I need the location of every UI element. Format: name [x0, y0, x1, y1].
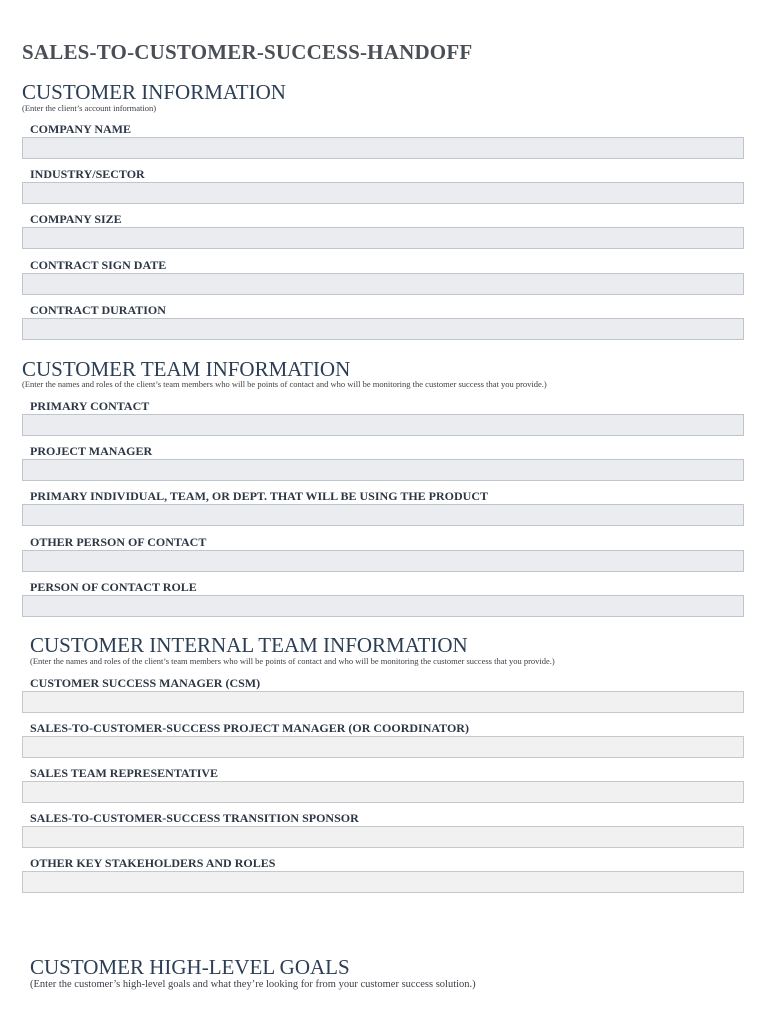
section-note-customer-high-level-goals: (Enter the customer’s high-level goals and what they’re looking for from your customer success solution.)	[30, 979, 476, 990]
field-label-project-manager: PROJECT MANAGER	[30, 444, 153, 458]
company-size-field[interactable]	[22, 227, 744, 249]
customer-success-manager-field[interactable]	[22, 691, 744, 713]
section-note-customer-information: (Enter the client’s account information)	[22, 103, 157, 113]
other-key-stakeholders-field[interactable]	[22, 871, 744, 893]
field-label-primary-contact: PRIMARY CONTACT	[30, 399, 150, 413]
field-label-contract-sign-date: CONTRACT SIGN DATE	[30, 258, 167, 272]
project-manager-field[interactable]	[22, 459, 744, 481]
contract-duration-field[interactable]	[22, 318, 744, 340]
section-note-customer-internal-team-information: (Enter the names and roles of the client’s team members who will be points of contact and who will be monitoring the customer success that you provide.)	[30, 656, 555, 666]
document-title: SALES-TO-CUSTOMER-SUCCESS-HANDOFF	[22, 40, 473, 64]
other-person-of-contact-field[interactable]	[22, 550, 744, 572]
section-heading-customer-team-information: CUSTOMER TEAM INFORMATION	[22, 357, 351, 381]
person-of-contact-role-field[interactable]	[22, 595, 744, 617]
company-name-field[interactable]	[22, 137, 744, 159]
industry-sector-field[interactable]	[22, 182, 744, 204]
field-label-person-of-contact-role: PERSON OF CONTACT ROLE	[30, 580, 197, 594]
section-note-customer-team-information: (Enter the names and roles of the client’s team members who will be points of contact and who will be monitoring the customer success that you provide.)	[22, 379, 547, 389]
section-heading-customer-internal-team-information: CUSTOMER INTERNAL TEAM INFORMATION	[30, 633, 468, 657]
handoff-project-manager-field[interactable]	[22, 736, 744, 758]
field-label-contract-duration: CONTRACT DURATION	[30, 303, 166, 317]
section-heading-customer-information: CUSTOMER INFORMATION	[22, 80, 286, 104]
field-label-industry-sector: INDUSTRY/SECTOR	[30, 167, 145, 181]
field-label-company-name: COMPANY NAME	[30, 122, 131, 136]
field-label-customer-success-manager: CUSTOMER SUCCESS MANAGER (CSM)	[30, 676, 261, 690]
field-label-company-size: COMPANY SIZE	[30, 212, 122, 226]
contract-sign-date-field[interactable]	[22, 273, 744, 295]
field-label-primary-individual: PRIMARY INDIVIDUAL, TEAM, OR DEPT. THAT WILL BE USING THE PRODUCT	[30, 489, 488, 503]
transition-sponsor-field[interactable]	[22, 826, 744, 848]
field-label-handoff-project-manager: SALES-TO-CUSTOMER-SUCCESS PROJECT MANAGER (OR COORDINATOR)	[30, 721, 469, 735]
primary-individual-field[interactable]	[22, 504, 744, 526]
section-heading-customer-high-level-goals: CUSTOMER HIGH-LEVEL GOALS	[30, 955, 350, 979]
field-label-other-key-stakeholders: OTHER KEY STAKEHOLDERS AND ROLES	[30, 856, 276, 870]
field-label-sales-team-representative: SALES TEAM REPRESENTATIVE	[30, 766, 219, 780]
sales-team-representative-field[interactable]	[22, 781, 744, 803]
primary-contact-field[interactable]	[22, 414, 744, 436]
field-label-other-person-of-contact: OTHER PERSON OF CONTACT	[30, 535, 207, 549]
field-label-transition-sponsor: SALES-TO-CUSTOMER-SUCCESS TRANSITION SPONSOR	[30, 811, 359, 825]
